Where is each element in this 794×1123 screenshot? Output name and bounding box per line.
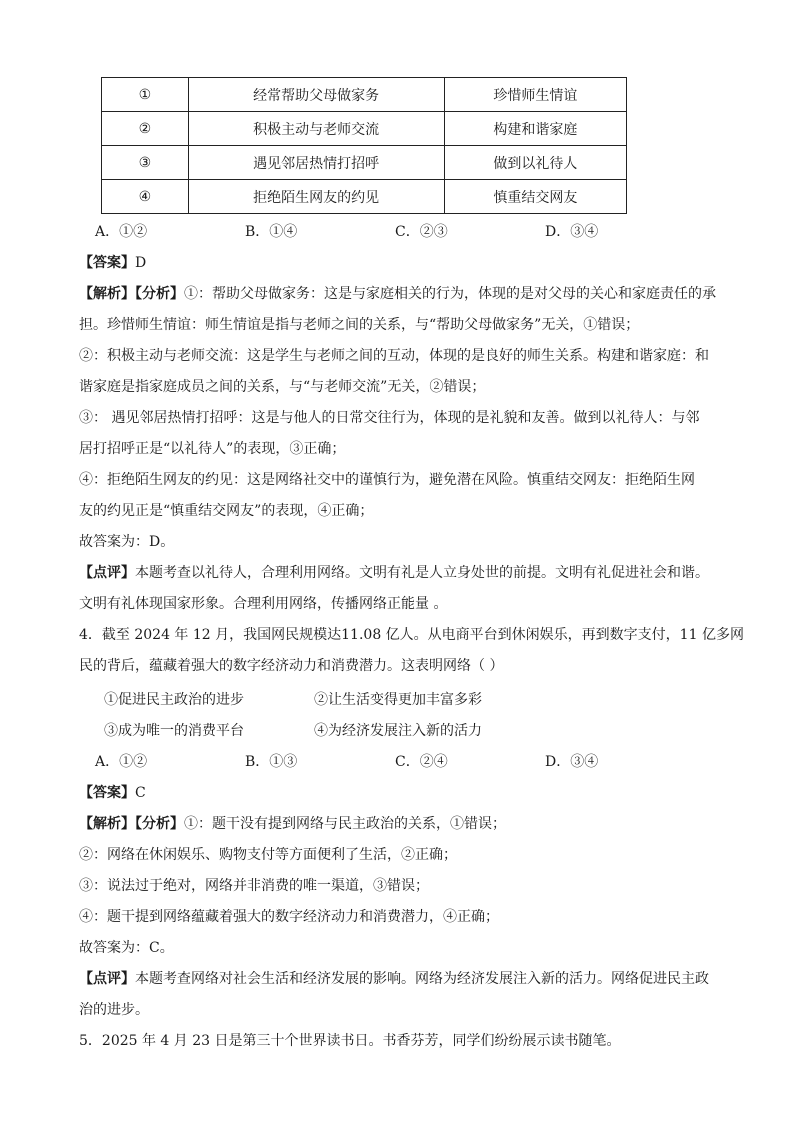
q4-answer	[79, 783, 755, 803]
analysis-tag: 【解析】【分析】	[79, 286, 184, 302]
behavior-cell: 拒绝陌生网友的约见	[188, 180, 444, 214]
q3-comment-line: 文明有礼体现国家形象。合理利用网络，传播网络正能量 。	[79, 596, 448, 612]
q3-conclusion: 故答案为：D。	[79, 534, 175, 550]
meaning-cell: 构建和谐家庭	[444, 112, 626, 146]
meaning-cell: 做到以礼待人	[444, 146, 626, 180]
q3-analysis-line: ④：拒绝陌生网友的约见：这是网络社交中的谨慎行为，避免潜在风险。慎重结交网友：拒绝陌生网	[79, 472, 695, 488]
analysis-tag: 【解析】【分析】	[79, 816, 184, 832]
table-row	[102, 78, 627, 112]
row-number: ③	[102, 146, 189, 180]
matching-table	[101, 77, 627, 214]
meaning-cell: 珍惜师生情谊	[444, 78, 626, 112]
q3-analysis-line: ②：积极主动与老师交流：这是学生与老师之间的互动，体现的是良好的师生关系。构建和谐家庭：和	[79, 348, 709, 364]
q4-stem-line: 4．截至 2024 年 12 月，我国网民规模达11.08 亿人。从电商平台到休闲娱乐，再到数字支付，11 亿多网	[79, 627, 744, 643]
q4-statement-2: ②让生活变得更加丰富多彩	[314, 692, 482, 708]
option-b[interactable]: B．①③	[245, 754, 298, 770]
q4-comment	[79, 969, 755, 989]
q4-analysis-line: ②：网络在休闲娱乐、购物支付等方面便利了生活，②正确；	[79, 847, 457, 863]
analysis-text: ①：题干没有提到网络与民主政治的关系，①错误；	[184, 816, 506, 832]
q3-analysis-line: 居打招呼正是“以礼待人”的表现，③正确；	[79, 441, 346, 457]
row-number: ②	[102, 112, 189, 146]
table-row	[102, 112, 627, 146]
behavior-cell: 积极主动与老师交流	[188, 112, 444, 146]
comment-text: 本题考查以礼待人，合理利用网络。文明有礼是人立身处世的前提。文明有礼促进社会和谐。	[135, 565, 709, 581]
q4-options	[95, 751, 695, 771]
q4-statement-1: ①促进民主政治的进步	[104, 692, 244, 708]
q4-comment-line: 治的进步。	[79, 1002, 149, 1018]
option-b[interactable]: B．①④	[245, 224, 298, 240]
q5-stem: 5．2025 年 4 月 23 日是第三十个世界读书日。书香芬芳，同学们纷纷展示读书随笔。	[79, 1033, 621, 1049]
q4-statement-4: ④为经济发展注入新的活力	[314, 723, 482, 739]
answer-tag: 【答案】	[79, 785, 135, 801]
option-d[interactable]: D．③④	[545, 754, 599, 770]
option-c[interactable]: C．②④	[395, 754, 448, 770]
table-row	[102, 180, 627, 214]
comment-tag: 【点评】	[79, 565, 135, 581]
q3-analysis-line: ③： 遇见邻居热情打招呼：这是与他人的日常交往行为，体现的是礼貌和友善。做到以礼待人：与邻	[79, 410, 700, 426]
q4-analysis-line	[79, 814, 755, 834]
answer-tag: 【答案】	[79, 255, 135, 271]
comment-tag: 【点评】	[79, 971, 135, 987]
q4-stem-line: 民的背后，蕴藏着强大的数字经济动力和消费潜力。这表明网络（ ）	[79, 658, 504, 674]
row-number: ④	[102, 180, 189, 214]
behavior-cell: 经常帮助父母做家务	[188, 78, 444, 112]
answer-value: C	[135, 785, 146, 801]
table-row	[102, 146, 627, 180]
option-a[interactable]: A．①②	[95, 754, 148, 770]
option-a[interactable]: A．①②	[95, 224, 148, 240]
option-c[interactable]: C．②③	[395, 224, 448, 240]
q4-conclusion: 故答案为：C。	[79, 940, 174, 956]
q3-analysis-line: 友的约见正是“慎重结交网友”的表现，④正确；	[79, 503, 374, 519]
q3-analysis-line: 担。珍惜师生情谊：师生情谊是指与老师之间的关系，与“帮助父母做家务”无关，①错误；	[79, 317, 640, 333]
q3-analysis-line: 谐家庭是指家庭成员之间的关系，与“与老师交流”无关，②错误；	[79, 379, 486, 395]
behavior-cell: 遇见邻居热情打招呼	[188, 146, 444, 180]
q3-analysis-line	[79, 284, 755, 304]
q4-analysis-line: ④：题干提到网络蕴藏着强大的数字经济动力和消费潜力，④正确；	[79, 909, 499, 925]
answer-value: D	[135, 255, 147, 271]
row-number: ①	[102, 78, 189, 112]
analysis-text: ①：帮助父母做家务：这是与家庭相关的行为，体现的是对父母的关心和家庭责任的承	[184, 286, 716, 302]
q3-comment	[79, 563, 755, 583]
meaning-cell: 慎重结交网友	[444, 180, 626, 214]
q4-statement-3: ③成为唯一的消费平台	[104, 723, 244, 739]
option-d[interactable]: D．③④	[545, 224, 599, 240]
q3-answer	[79, 253, 755, 273]
q3-options	[95, 221, 695, 241]
q4-analysis-line: ③：说法过于绝对，网络并非消费的唯一渠道，③错误；	[79, 878, 429, 894]
comment-text: 本题考查网络对社会生活和经济发展的影响。网络为经济发展注入新的活力。网络促进民主政	[135, 971, 709, 987]
